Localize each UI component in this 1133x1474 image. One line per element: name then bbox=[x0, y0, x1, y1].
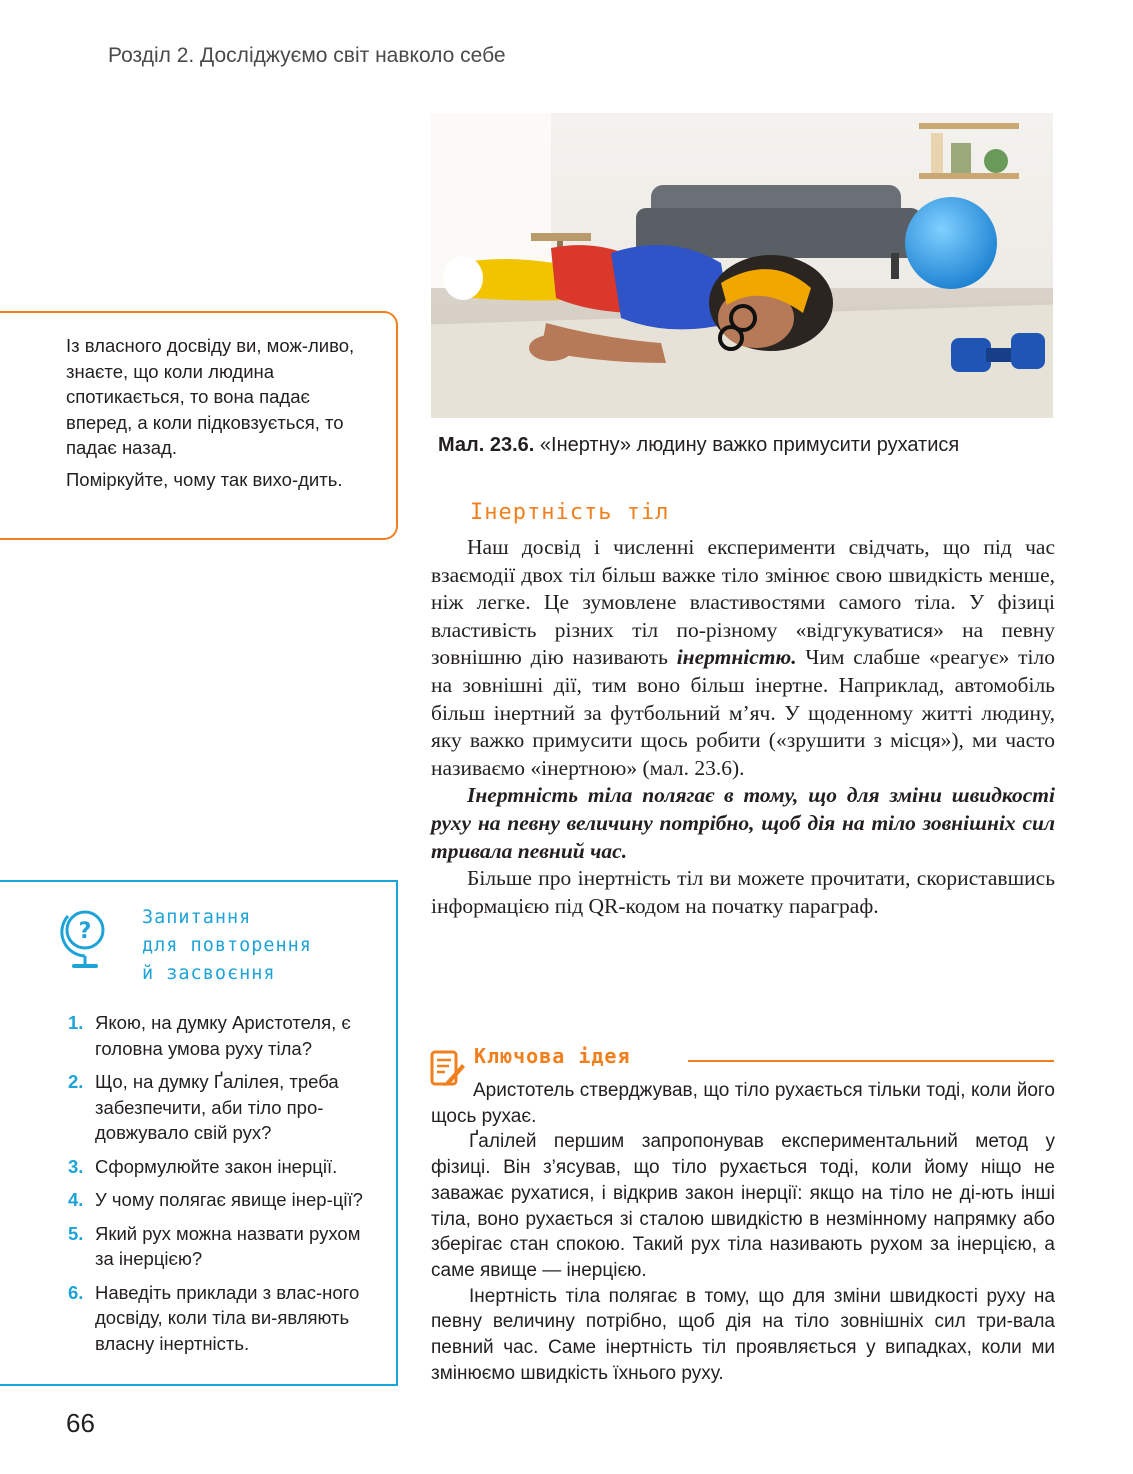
questions-title bbox=[142, 904, 312, 988]
question-item bbox=[68, 1010, 378, 1061]
man-lying-on-floor-illustration bbox=[431, 113, 1053, 418]
figure-photo bbox=[431, 113, 1053, 418]
question-text: Який рух можна назвати рухом за інерцією? bbox=[95, 1222, 361, 1269]
question-number: 1. bbox=[68, 1012, 84, 1033]
main-paragraph-text: Чим слабше «реагує» тіло на зовнішні дії, тим воно більш інертне. Наприклад, автомобіль більш інертний за футбольний м’яч. У щоденному житті людину, яку важко примусити щось робити («зрушити з місця»), ми часто називаємо «інертною» (мал. 23.6). bbox=[431, 645, 1055, 780]
key-idea-text bbox=[431, 1078, 1055, 1386]
question-text: Наведіть приклади з влас-ного досвіду, коли тіла ви-являють власну інертність. bbox=[95, 1281, 360, 1354]
definition-paragraph: Інертність тіла полягає в тому, що для зміни швидкості руху на певну величину потрібно, щоб дія на тіло зовнішніх сил тривала певний час. bbox=[431, 783, 1055, 863]
question-text: Якою, на думку Аристотеля, є головна умова руху тіла? bbox=[95, 1012, 351, 1059]
main-paragraph-text: Наш досвід і численні експерименти свідчать, що під час взаємодії двох тіл більш важке тіло змінює свою швидкість менше, ніж легке. Це зумовлене властивостями самого тіла. У фізиці властивість різних тіл по-різному «відгукуватися» на певну зовнішню дію називають bbox=[431, 535, 1055, 670]
key-idea-paragraph: Ґалілей першим запропонував експериментальний метод у фізиці. Він з’ясував, що тіло рухається тоді, коли йому ніщо не заважає рухатися, і відкрив закон інерції: якщо на тіло не ді-ють інші тіла, воно рухається зі сталою швидкістю в незмінному напрямку або зберігає стан спокою. Такий рух тіла називають рухом за інерцією, а саме явище — інерцією. bbox=[431, 1131, 1055, 1281]
question-number: 5. bbox=[68, 1222, 84, 1244]
section-title: Інертність тіл bbox=[470, 500, 670, 525]
question-number: 4. bbox=[68, 1189, 84, 1210]
question-text: Сформулюйте закон інерції. bbox=[95, 1155, 338, 1177]
question-number: 6. bbox=[68, 1281, 84, 1303]
figure-caption bbox=[438, 434, 1078, 457]
problem-paragraph: Поміркуйте, чому так вихо-дить. bbox=[66, 468, 343, 490]
term-inertia: інертністю. bbox=[676, 645, 797, 670]
questions-list bbox=[68, 1010, 378, 1364]
running-header: Розділ 2. Досліджуємо світ навколо себе bbox=[108, 44, 506, 67]
questions-box bbox=[0, 880, 398, 1386]
main-paragraph: Більше про інертність тіл ви можете прочитати, скориставшись інформацією під QR-кодом на початку параграф. bbox=[431, 866, 1055, 918]
questions-title-line: й засвоєння bbox=[142, 963, 276, 984]
question-item bbox=[68, 1221, 378, 1272]
key-idea-title: Ключова ідея bbox=[474, 1044, 631, 1068]
main-text bbox=[431, 534, 1055, 920]
questions-title-line: Запитання bbox=[142, 907, 252, 928]
key-idea-paragraph: Аристотель стверджував, що тіло рухається тільки тоді, коли його щось рухає. bbox=[431, 1080, 1055, 1127]
question-item bbox=[68, 1069, 378, 1146]
figure-caption-text: «Інертну» людину важко примусити рухатися bbox=[534, 434, 960, 456]
page-number: 66 bbox=[66, 1408, 95, 1438]
questions-title-line: для повторення bbox=[142, 935, 312, 956]
problem-paragraph: Із власного досвіду ви, мож-ливо, знаєте, що коли людина спотикається, то вона падає вперед, а коли підковзується, то падає назад. bbox=[66, 335, 355, 458]
question-number: 2. bbox=[68, 1071, 84, 1092]
globe-question-icon bbox=[60, 906, 110, 972]
question-item bbox=[68, 1280, 378, 1357]
question-item bbox=[68, 1154, 378, 1180]
figure-caption-label: Мал. 23.6. bbox=[438, 434, 535, 456]
key-idea-rule bbox=[688, 1060, 1054, 1062]
problem-box bbox=[0, 311, 398, 540]
question-text: У чому полягає явище інер-ції? bbox=[95, 1189, 363, 1210]
question-text: Що, на думку Ґалілея, треба забезпечити, аби тіло про-довжувало свій рух? bbox=[95, 1071, 339, 1143]
key-idea-paragraph: Інертність тіла полягає в тому, що для зміни швидкості руху на певну величину потрібно, щоб дія на тіло зовнішніх сил три-вала певний час. Саме інертність тіл проявляється у випадках, коли ми змінюємо швидкість їхнього руху. bbox=[431, 1285, 1055, 1384]
question-number: 3. bbox=[68, 1155, 84, 1177]
question-item bbox=[68, 1187, 378, 1213]
svg-text:?: ? bbox=[78, 919, 92, 944]
main-paragraph bbox=[431, 534, 1055, 782]
